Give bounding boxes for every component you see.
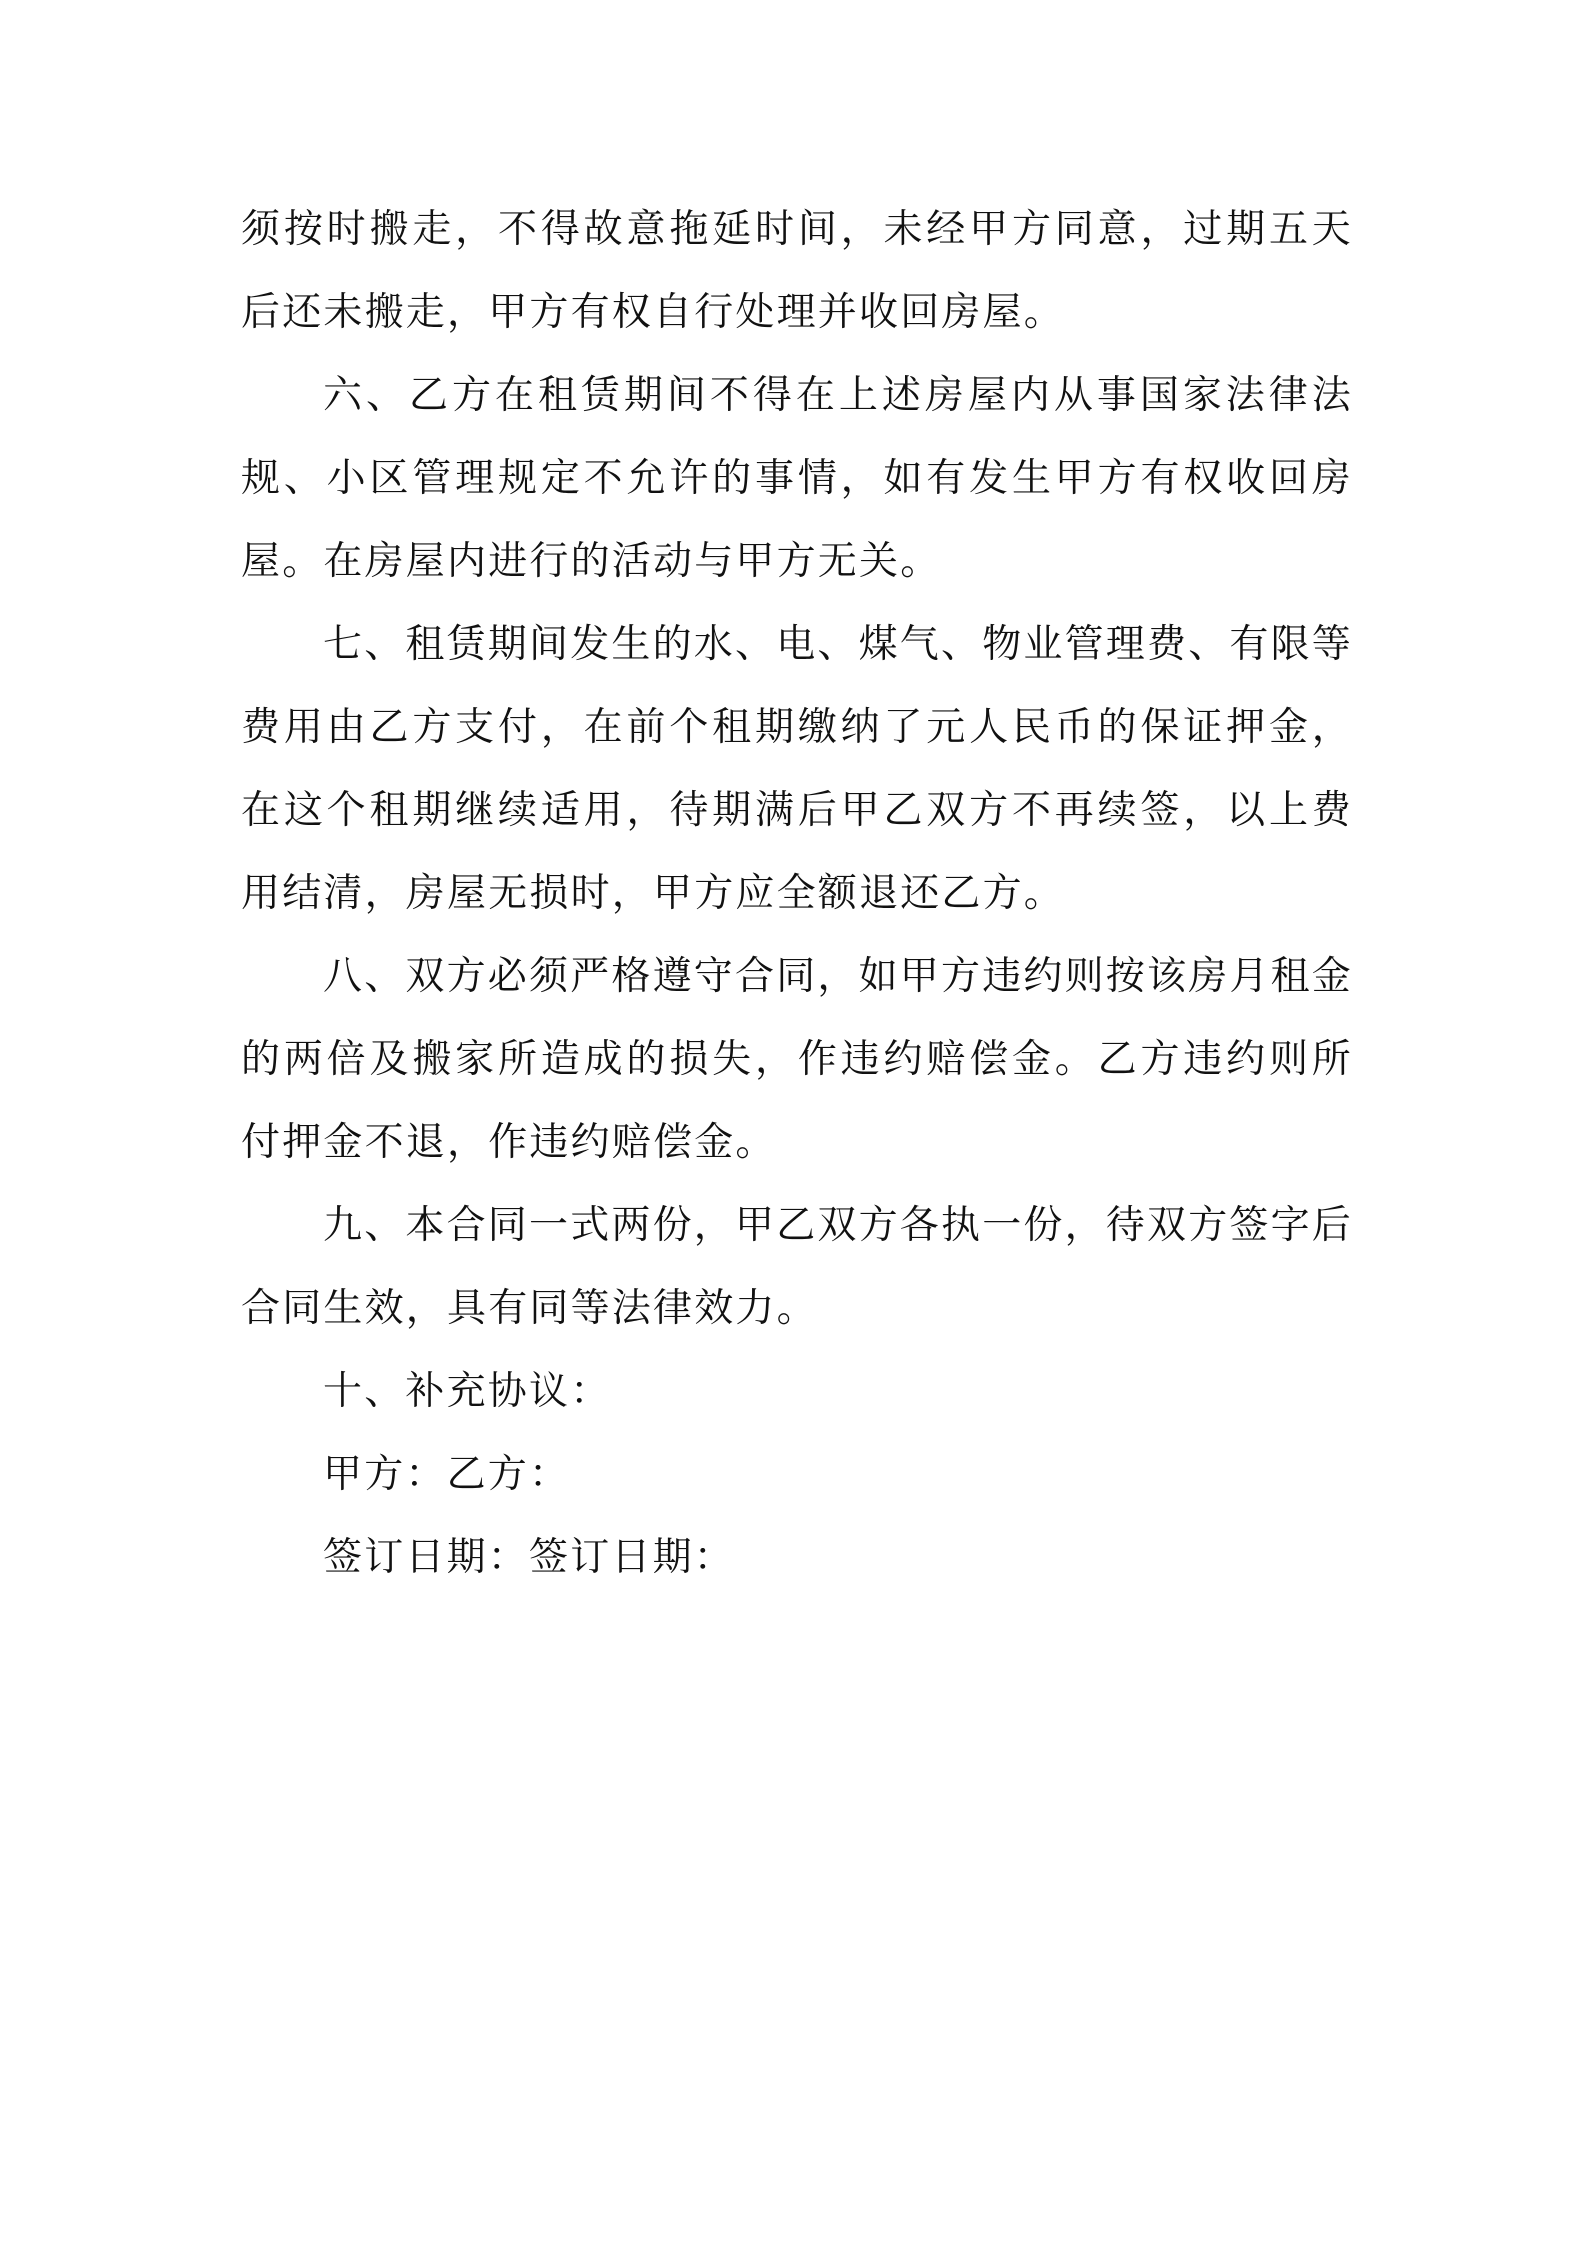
- signing-date-line: 签订日期：签订日期：: [323, 1535, 736, 1580]
- paragraph-continuation: 须按时搬走，不得故意拖延时间，未经甲方同意，过期五天后还未搬走，甲方有权自行处理并收回房屋。: [241, 207, 1353, 335]
- clause-seven: 七、租赁期间发生的水、电、煤气、物业管理费、有限等费用由乙方支付，在前个租期缴纳了元人民币的保证押金，在这个租期继续适用，待期满后甲乙双方不再续签，以上费用结清，房屋无损时，甲方应全额退还乙方。: [241, 622, 1354, 916]
- clause-eight: 八、双方必须严格遵守合同，如甲方违约则按该房月租金的两倍及搬家所造成的损失，作违约赔偿金。乙方违约则所付押金不退，作违约赔偿金。: [241, 954, 1354, 1165]
- clause-nine: 九、本合同一式两份，甲乙双方各执一份，待双方签字后合同生效，具有同等法律效力。: [241, 1203, 1354, 1331]
- contract-body: [241, 188, 1353, 1599]
- clause-six: 六、乙方在租赁期间不得在上述房屋内从事国家法律法规、小区管理规定不允许的事情，如有发生甲方有权收回房屋。在房屋内进行的活动与甲方无关。: [241, 373, 1353, 584]
- clause-ten-supplement: 十、补充协议：: [323, 1369, 612, 1414]
- parties-signature-line: 甲方：乙方：: [323, 1452, 571, 1497]
